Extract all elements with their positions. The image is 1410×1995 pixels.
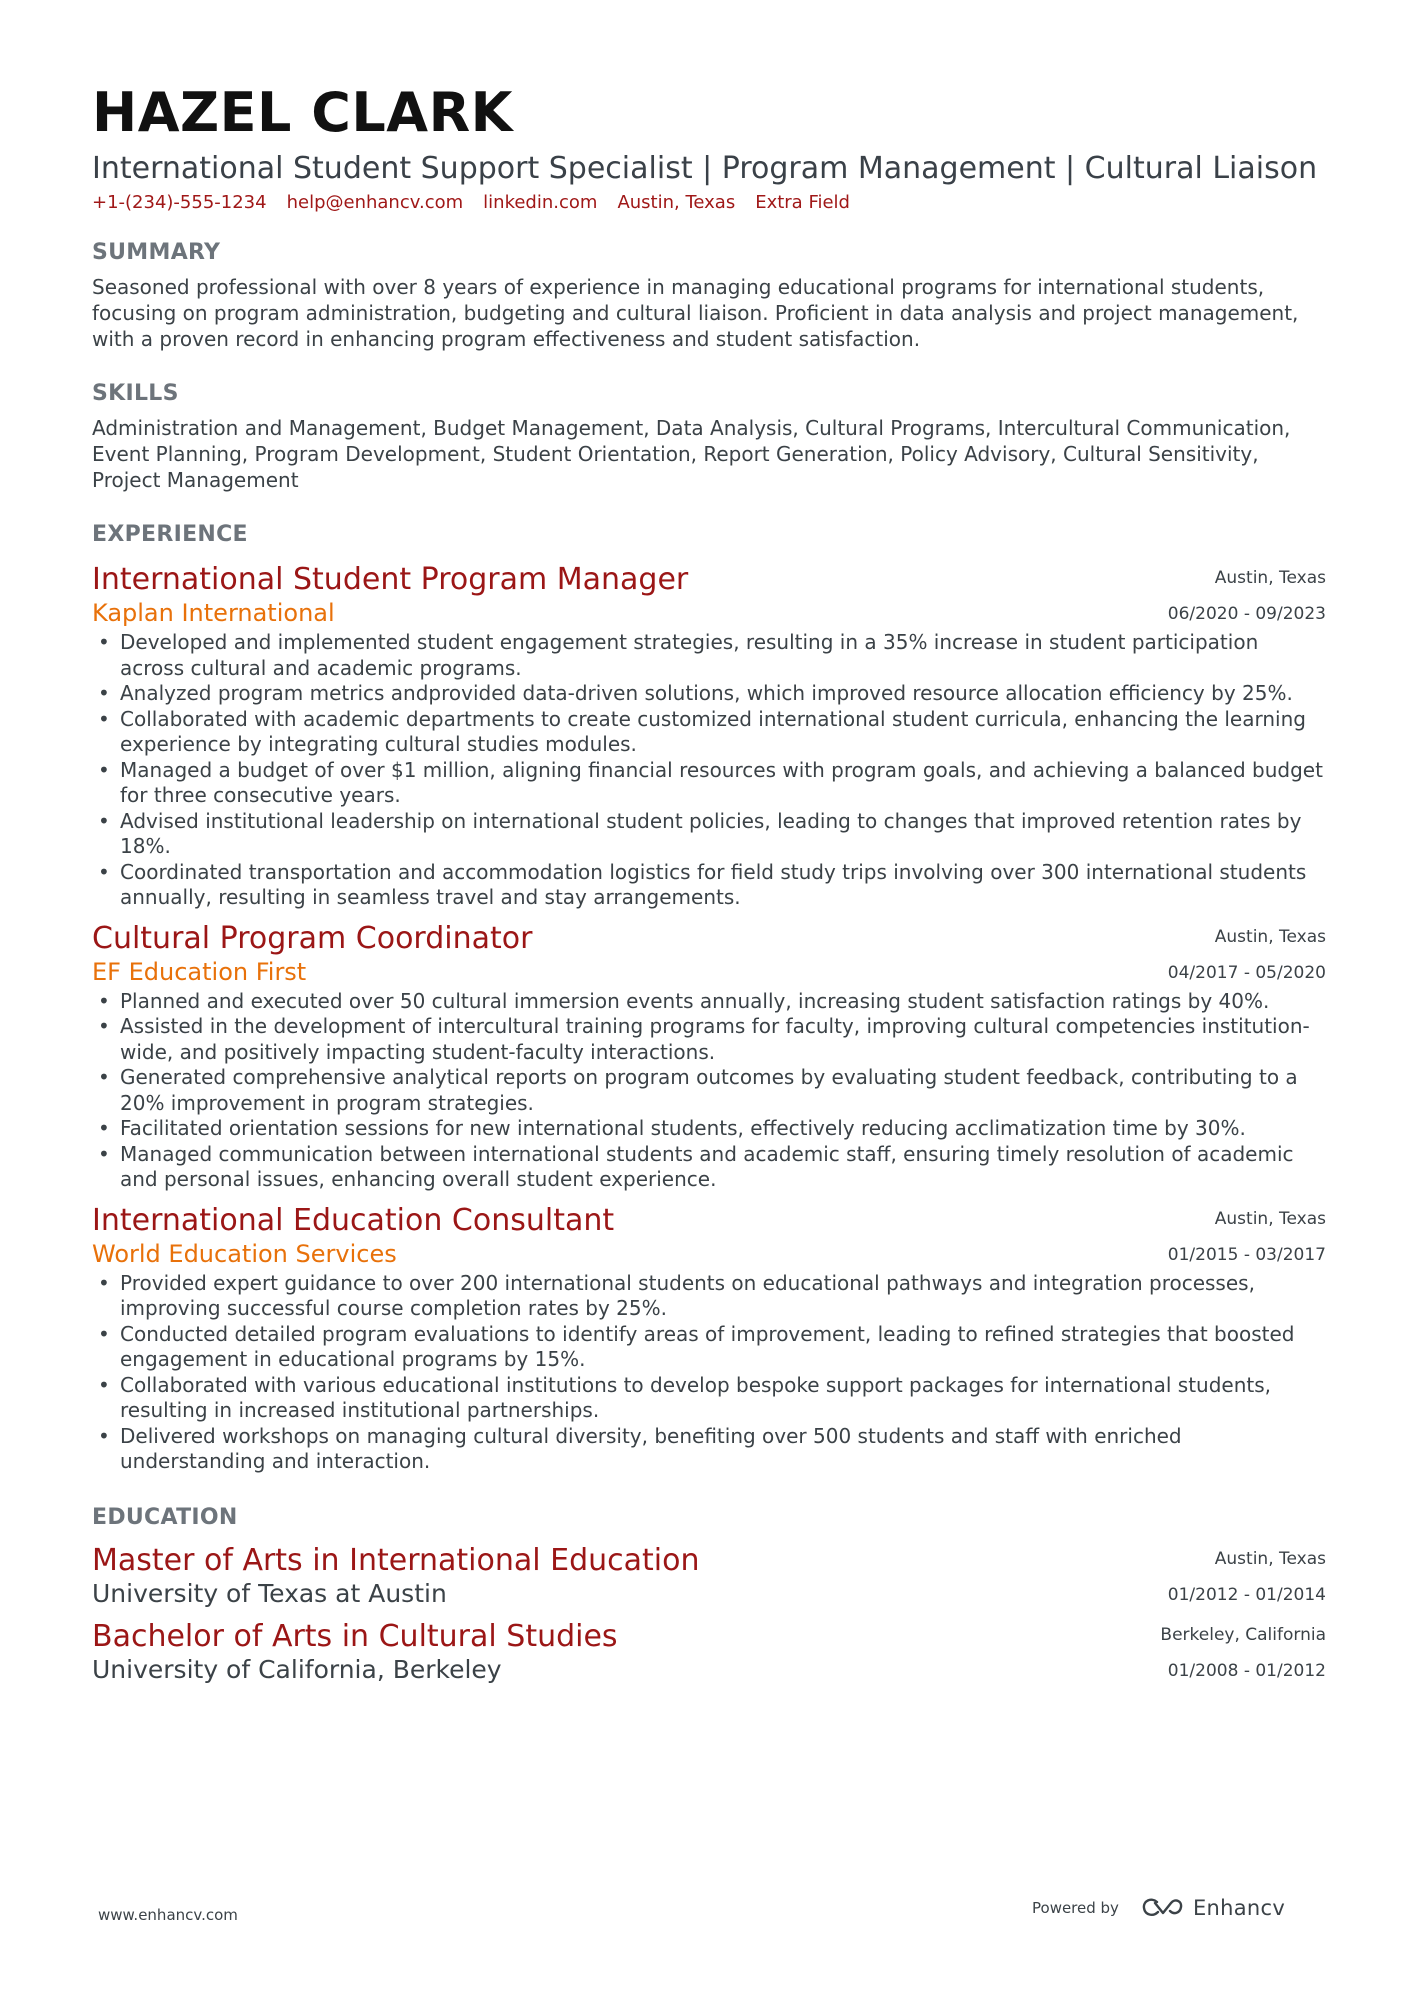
candidate-headline: International Student Support Specialist | Program Management | Cultural Liaison — [92, 151, 1318, 186]
school-name: University of Texas at Austin — [92, 1578, 447, 1608]
footer-branding — [1032, 1896, 1285, 1920]
contact-email[interactable]: help@enhancv.com — [286, 192, 464, 213]
company-name: World Education Services — [92, 1239, 397, 1268]
summary-text: Seasoned professional with over 8 years of experience in managing educational programs for international students, focusing on program administration, budgeting and cultural liaison. Proficient in data analysis and project management, with a proven record in enhancing program effectiveness and student satisfaction. — [92, 275, 1299, 351]
contact-linkedin[interactable]: linkedin.com — [483, 192, 598, 213]
education-entry-ut-austin — [92, 1543, 1326, 1609]
contact-extra-field: Extra Field — [755, 192, 850, 213]
school-dates: 01/2012 - 01/2014 — [1167, 1584, 1326, 1605]
contact-bar — [92, 190, 1326, 216]
bullet-item: • Collaborated with academic departments to create customized international student curricula, enhancing the learning experience by integrating cultural studies modules. — [92, 707, 1326, 758]
contact-phone[interactable]: +1-(234)-555-1234 — [92, 192, 267, 213]
bullet-item: • Generated comprehensive analytical reports on program outcomes by evaluating student feedback, contributing to a 20% improvement in program strategies. — [92, 1065, 1326, 1116]
summary-section — [92, 238, 1326, 352]
experience-entry-ef — [92, 921, 1326, 1193]
company-name: Kaplan International — [92, 599, 335, 627]
summary-title: SUMMARY — [92, 240, 221, 265]
job-dates: 04/2017 - 05/2020 — [1167, 962, 1326, 983]
bullet-item: • Advised institutional leadership on international student policies, leading to changes that improved retention rates by 18%. — [92, 809, 1326, 860]
brand-name: Enhancv — [1192, 1896, 1286, 1920]
skills-section — [92, 379, 1326, 493]
education-title: EDUCATION — [92, 1504, 238, 1530]
bullet-item: • Developed and implemented student engagement strategies, resulting in a 35% increase in student participation across cultural and academic programs. — [92, 630, 1326, 681]
school-name: University of California, Berkeley — [92, 1654, 502, 1684]
bullet-item: • Managed a budget of over $1 million, aligning financial resources with program goals, and achieving a balanced budget for three consecutive years. — [92, 758, 1326, 809]
job-title: International Education Consultant — [92, 1202, 615, 1238]
bullet-item: • Facilitated orientation sessions for new international students, effectively reducing acclimatization time by 30%. — [92, 1116, 1326, 1142]
powered-by-label: Powered by — [1032, 1899, 1119, 1917]
bullet-item: • Planned and executed over 50 cultural immersion events annually, increasing student satisfaction ratings by 40%. — [92, 989, 1326, 1015]
bullet-item: • Conducted detailed program evaluations to identify areas of improvement, leading to refined strategies that boosted engagement in educational programs by 15%. — [92, 1322, 1326, 1373]
job-dates: 06/2020 - 09/2023 — [1167, 604, 1326, 624]
degree-title: Master of Arts in International Education — [92, 1542, 700, 1578]
enhancv-logo-icon — [1141, 1896, 1185, 1920]
job-bullets — [92, 989, 1326, 1193]
experience-title: EXPERIENCE — [92, 522, 248, 547]
experience-entry-wes — [92, 1203, 1326, 1475]
job-bullets — [92, 1271, 1326, 1475]
job-location: Austin, Texas — [1214, 1208, 1326, 1229]
school-location: Austin, Texas — [1214, 1548, 1326, 1569]
contact-location: Austin, Texas — [617, 192, 736, 213]
education-section — [92, 1503, 1326, 1685]
resume-header — [92, 78, 1326, 216]
job-title: International Student Program Manager — [92, 562, 689, 597]
candidate-name: HAZEL CLARK — [92, 81, 513, 144]
bullet-item: • Collaborated with various educational institutions to develop bespoke support packages for international students, resulting in increased institutional partnerships. — [92, 1373, 1326, 1424]
experience-section — [92, 520, 1326, 1475]
education-entry-berkeley — [92, 1619, 1326, 1685]
bullet-item: • Coordinated transportation and accommodation logistics for field study trips involving over 300 international students annually, resulting in seamless travel and stay arrangements. — [92, 860, 1326, 911]
skills-text: Administration and Management, Budget Management, Data Analysis, Cultural Programs, Intercultural Communication, Event Planning, Program Development, Student Orientation, Report Generation, Policy Advisory, Cultural Sensitivity, Project Management — [92, 416, 1291, 492]
footer-website-link[interactable]: www.enhancv.com — [98, 1906, 238, 1924]
skills-title: SKILLS — [92, 381, 179, 406]
company-name: EF Education First — [92, 957, 307, 986]
bullet-item: • Provided expert guidance to over 200 international students on educational pathways and integration processes, improving successful course completion rates by 25%. — [92, 1271, 1326, 1322]
bullet-item: • Delivered workshops on managing cultural diversity, benefiting over 500 students and staff with enriched understanding and interaction. — [92, 1424, 1326, 1475]
job-location: Austin, Texas — [1214, 926, 1326, 947]
job-bullets — [92, 630, 1326, 911]
bullet-item: • Managed communication between international students and academic staff, ensuring timely resolution of academic and personal issues, enhancing overall student experience. — [92, 1142, 1326, 1193]
degree-title: Bachelor of Arts in Cultural Studies — [92, 1618, 618, 1654]
experience-entry-kaplan — [92, 562, 1326, 911]
school-location: Berkeley, California — [1160, 1624, 1326, 1645]
bullet-item: • Assisted in the development of intercultural training programs for faculty, improving cultural competencies institution-wide, and positively impacting student-faculty interactions. — [92, 1014, 1326, 1065]
job-location: Austin, Texas — [1214, 568, 1326, 588]
school-dates: 01/2008 - 01/2012 — [1167, 1660, 1326, 1681]
job-dates: 01/2015 - 03/2017 — [1167, 1244, 1326, 1265]
enhancv-brand-link[interactable] — [1141, 1896, 1285, 1920]
resume-content — [92, 78, 1326, 1685]
bullet-item: • Analyzed program metrics andprovided data-driven solutions, which improved resource allocation efficiency by 25%. — [92, 681, 1326, 707]
job-title: Cultural Program Coordinator — [92, 920, 533, 956]
